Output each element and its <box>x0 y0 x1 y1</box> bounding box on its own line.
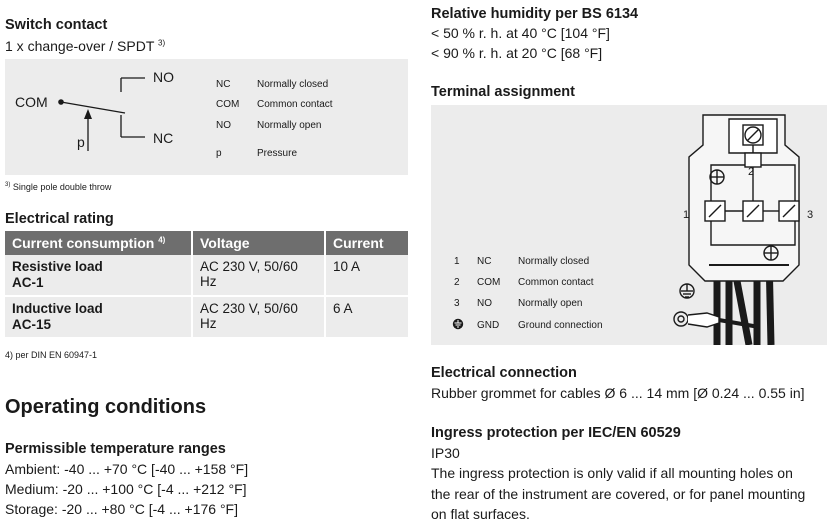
legend-abbr-nc: NC <box>216 79 231 90</box>
legend-desc-nc: Normally closed <box>257 79 329 90</box>
load-name: Resistive load <box>12 259 103 274</box>
terminal-num-1: 1 <box>454 256 460 267</box>
load-code: AC-15 <box>12 317 52 332</box>
footnote-din: 4) per DIN EN 60947-1 <box>5 350 98 360</box>
subtitle-footnote-ref: 3) <box>158 38 166 48</box>
terminal-panel <box>431 105 827 345</box>
header-current: Current <box>325 231 408 255</box>
com-pivot-dot <box>58 99 64 105</box>
temp-medium: Medium: -20 ... +100 °C [-4 ... +212 °F] <box>5 481 247 497</box>
legend-desc-com: Common contact <box>257 99 333 110</box>
footnote-spdt <box>5 182 111 192</box>
temperature-ranges-title: Permissible temperature ranges <box>5 441 226 457</box>
terminal-block-diagram <box>659 105 827 345</box>
switch-contact-panel <box>5 59 408 175</box>
pressure-arrow-icon <box>84 109 92 119</box>
cell-voltage: AC 230 V, 50/60 Hz <box>192 255 325 296</box>
table-row <box>5 255 408 296</box>
ground-symbol-icon <box>452 318 464 330</box>
humidity-line-2: < 90 % r. h. at 20 °C [68 °F] <box>431 45 603 61</box>
diagram-label-no: NO <box>153 69 174 85</box>
header-current-consumption <box>5 231 192 255</box>
table-header-row <box>5 231 408 255</box>
load-code: AC-1 <box>12 275 44 290</box>
terminal-label-3: 3 <box>807 209 814 221</box>
header-footnote-ref: 4) <box>158 235 166 245</box>
diagram-label-com: COM <box>15 94 48 110</box>
header-voltage: Voltage <box>192 231 325 255</box>
operating-conditions-title: Operating conditions <box>5 396 207 418</box>
terminal-abbr-nc: NC <box>477 256 492 267</box>
cell-current: 6 A <box>325 296 408 338</box>
header-current-consumption-text: Current consumption <box>12 235 155 251</box>
cell-voltage: AC 230 V, 50/60 Hz <box>192 296 325 338</box>
legend-desc-p: Pressure <box>257 148 298 159</box>
legend-abbr-no: NO <box>216 120 231 131</box>
terminal-abbr-gnd: GND <box>477 320 500 331</box>
table-row <box>5 296 408 338</box>
terminal-abbr-com: COM <box>477 277 501 288</box>
terminal-num-2: 2 <box>454 277 460 288</box>
diagram-label-nc: NC <box>153 130 174 146</box>
switch-contact-subtitle-text: 1 x change-over / SPDT <box>5 38 155 54</box>
cell-load <box>5 255 192 296</box>
humidity-line-1: < 50 % r. h. at 40 °C [104 °F] <box>431 25 610 41</box>
switch-contact-subtitle <box>5 38 165 54</box>
terminal-desc-no: Normally open <box>518 298 583 309</box>
terminal-assignment-title: Terminal assignment <box>431 84 575 100</box>
diagram-label-p: p <box>77 134 85 150</box>
footnote-spdt-text: Single pole double throw <box>12 182 112 192</box>
electrical-connection-title: Electrical connection <box>431 365 577 381</box>
temp-storage: Storage: -20 ... +80 °C [-4 ... +176 °F] <box>5 501 238 517</box>
footnote-ref-3: 3) <box>5 182 11 188</box>
legend-abbr-com: COM <box>216 99 240 110</box>
terminal-desc-nc: Normally closed <box>518 256 590 267</box>
ingress-note-line-2: the rear of the instrument are covered, or for panel mounting <box>431 486 806 502</box>
electrical-connection-text: Rubber grommet for cables Ø 6 ... 14 mm [Ø 0.24 ... 0.55 in] <box>431 385 805 401</box>
legend-abbr-p: p <box>216 148 222 159</box>
switch-blade <box>61 102 125 113</box>
ingress-rating: IP30 <box>431 445 460 461</box>
terminal-desc-com: Common contact <box>518 277 594 288</box>
switch-contact-title: Switch contact <box>5 17 108 33</box>
legend-desc-no: Normally open <box>257 120 322 131</box>
humidity-title: Relative humidity per BS 6134 <box>431 6 639 22</box>
cell-load <box>5 296 192 338</box>
ingress-title: Ingress protection per IEC/EN 60529 <box>431 425 681 441</box>
electrical-rating-title: Electrical rating <box>5 211 114 227</box>
electrical-rating-table <box>5 231 408 339</box>
terminal-num-3: 3 <box>454 298 460 309</box>
ingress-note-line-1: The ingress protection is only valid if all mounting holes on <box>431 465 793 481</box>
cell-current: 10 A <box>325 255 408 296</box>
terminal-desc-gnd: Ground connection <box>518 320 603 331</box>
ingress-note-line-3: on flat surfaces. <box>431 506 530 522</box>
temp-ambient: Ambient: -40 ... +70 °C [-40 ... +158 °F] <box>5 461 249 477</box>
terminal-label-1: 1 <box>683 209 690 221</box>
terminal-abbr-no: NO <box>477 298 492 309</box>
spdt-switch-diagram <box>5 59 205 175</box>
terminal-label-2: 2 <box>748 166 755 178</box>
load-name: Inductive load <box>12 301 103 316</box>
